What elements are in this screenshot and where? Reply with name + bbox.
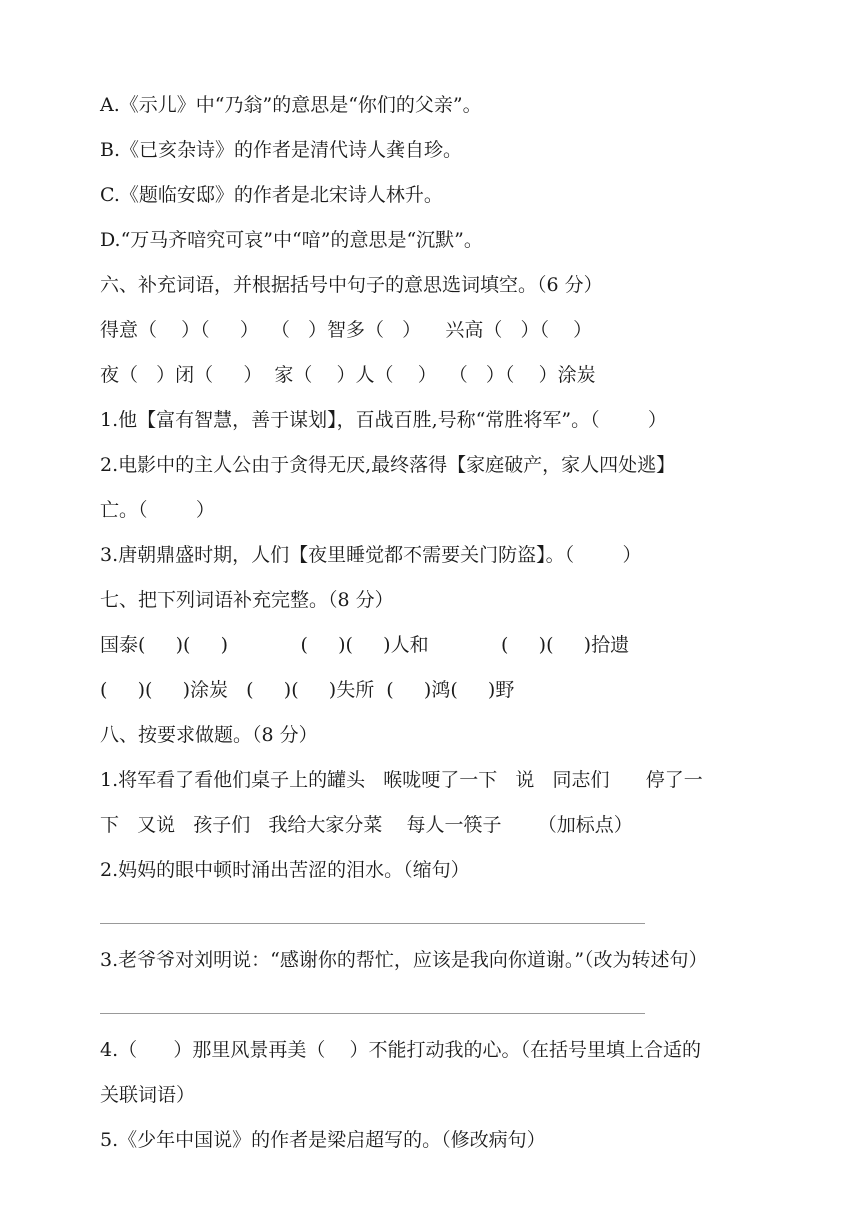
option-d: D.“万马齐喑究可哀”中“喑”的意思是“沉默”。 <box>100 229 483 251</box>
task-5: 5.《少年中国说》的作者是梁启超写的。（修改病句） <box>100 1129 546 1151</box>
task-2: 2.妈妈的眼中顿时涌出苦涩的泪水。（缩句） <box>100 859 470 881</box>
fill-question-3: 3.唐朝鼎盛时期，人们【夜里睡觉都不需要关门防盗】。（ ） <box>100 544 642 566</box>
task-4-cont: 关联词语） <box>100 1084 196 1106</box>
idiom-blanks-row-2: 夜（ ）闭（ ） 家（ ）人（ ） （ ）（ ）涂炭 <box>100 364 596 386</box>
fill-question-1: 1.他【富有智慧，善于谋划】，百战百胜,号称“常胜将军”。（ ） <box>100 409 667 431</box>
idiom-complete-row-2: ( )( )涂炭 ( )( )失所 ( )鸿( )野 <box>100 679 515 701</box>
option-b: B.《已亥杂诗》的作者是清代诗人龚自珍。 <box>100 139 463 161</box>
answer-line-task-2 <box>100 923 645 924</box>
fill-question-2-cont: 亡。（ ） <box>100 499 215 521</box>
option-a: A.《示儿》中“乃翁”的意思是“你们的父亲”。 <box>100 94 482 116</box>
task-1-line-1: 1.将军看了看他们桌子上的罐头 喉咙哽了一下 说 同志们 停了一 <box>100 769 703 791</box>
option-c: C.《题临安邸》的作者是北宋诗人林升。 <box>100 184 443 206</box>
task-1-line-2: 下 又说 孩子们 我给大家分菜 每人一筷子 （加标点） <box>100 814 633 836</box>
answer-line-task-3 <box>100 1013 645 1014</box>
task-3: 3.老爷爷对刘明说：“感谢你的帮忙，应该是我向你道谢。”（改为转述句） <box>100 949 708 971</box>
fill-question-2: 2.电影中的主人公由于贪得无厌,最终落得【家庭破产，家人四处逃】 <box>100 454 676 476</box>
section-7-heading: 七、把下列词语补充完整。（8 分） <box>100 589 394 611</box>
idiom-complete-row-1: 国泰( )( ) ( )( )人和 ( )( )拾遗 <box>100 634 630 656</box>
idiom-blanks-row-1: 得意（ ）（ ） （ ）智多（ ） 兴高（ ）（ ） <box>100 319 593 341</box>
section-8-heading: 八、按要求做题。（8 分） <box>100 724 318 746</box>
task-4: 4.（ ）那里风景再美（ ）不能打动我的心。（在括号里填上合适的 <box>100 1039 702 1061</box>
section-6-heading: 六、补充词语，并根据括号中句子的意思选词填空。（6 分） <box>100 274 603 296</box>
